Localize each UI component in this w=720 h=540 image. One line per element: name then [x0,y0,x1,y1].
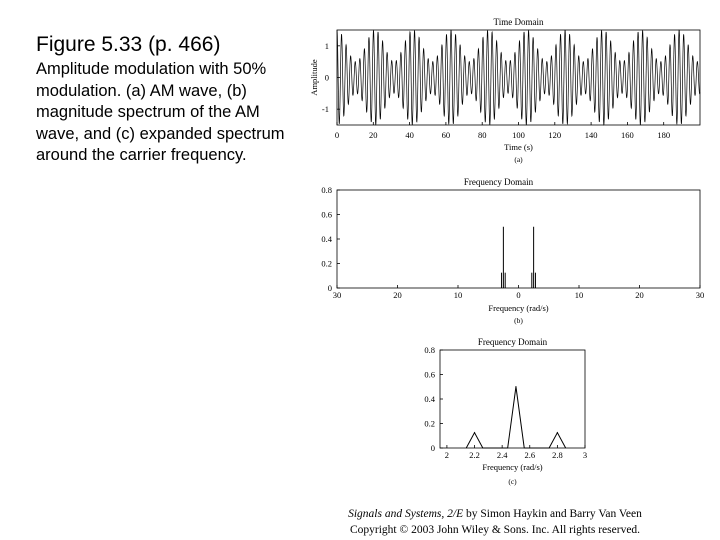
x-tick-label-a: 140 [584,130,598,140]
am-wave-line [337,30,700,125]
spectrum-peak-point [474,432,475,433]
credit-authors: by Simon Haykin and Barry Van Veen [463,508,642,520]
y-tick-label-b: 0 [327,283,332,293]
y-tick-label-c: 0.2 [424,418,435,429]
panel-label-b: (b) [514,316,523,325]
x-tick-label-a: 100 [512,130,525,140]
x-tick-label-b: 0 [516,290,521,300]
y-tick-label-a: -1 [321,104,329,115]
x-tick-label-b: 10 [574,290,584,300]
x-tick-label-a: 20 [369,130,378,140]
y-tick-label-b: 0.2 [321,258,332,269]
x-axis-label-c: Frequency (rad/s) [482,462,543,472]
plot-frame-b [337,190,700,288]
figure-caption: Amplitude modulation with 50% modulation. (a) AM wave, (b) magnitude spectrum of the AM wave, and (c) expanded spectrum around the carrier frequency. [36,60,285,164]
x-tick-label-c: 2.2 [469,450,480,460]
x-tick-label-c: 2.4 [496,450,508,460]
x-tick-label-a: 80 [477,130,487,140]
x-tick-label-a: 40 [405,130,414,140]
plot-frame-c [440,350,585,448]
y-tick-label-c: 0.4 [424,394,435,404]
spectrum-peak-point [515,386,516,387]
slide-title: Figure 5.33 (p. 466) [36,33,221,56]
y-tick-label-b: 0.4 [321,234,332,244]
x-tick-label-c: 3 [582,450,588,460]
x-tick-label-c: 2.6 [524,450,536,460]
x-tick-label-b: 30 [695,290,705,300]
x-tick-label-b: 20 [393,290,402,300]
x-axis-label-a: Time (s) [504,142,533,152]
spectrum-peak-point [557,432,558,433]
panel-label-a: (a) [514,155,523,164]
x-tick-label-a: 160 [621,130,634,140]
x-tick-label-b: 10 [453,290,463,300]
y-tick-label-c: 0 [430,443,435,453]
x-tick-label-a: 60 [441,130,451,140]
plot-title-a: Time Domain [493,17,544,27]
x-tick-label-a: 180 [657,130,671,140]
credit-book-title: Signals and Systems, 2/E [348,508,464,520]
expanded-spectrum-line [466,387,565,448]
x-tick-label-a: 120 [548,130,562,140]
y-tick-label-b: 0.6 [321,209,332,220]
y-tick-label-a: 1 [324,40,329,51]
y-axis-label-a: Amplitude [309,59,319,96]
x-tick-label-b: 20 [635,290,644,300]
y-tick-label-a: 0 [324,72,329,83]
y-tick-label-b: 0.8 [321,185,332,195]
x-tick-label-c: 2.8 [552,450,563,460]
panel-label-c: (c) [508,477,517,486]
plot-title-b: Frequency Domain [463,177,534,187]
x-tick-label-c: 2 [444,450,450,460]
x-tick-label-a: 0 [334,130,340,140]
x-tick-label-b: 30 [332,290,342,300]
y-tick-label-c: 0.8 [424,345,435,355]
x-axis-label-b: Frequency (rad/s) [488,303,549,313]
plot-title-c: Frequency Domain [477,337,548,347]
y-tick-label-c: 0.6 [424,369,435,380]
credit-copyright: Copyright © 2003 John Wiley & Sons. Inc. All rights reserved. [349,524,641,536]
copyright-credit [330,506,660,538]
